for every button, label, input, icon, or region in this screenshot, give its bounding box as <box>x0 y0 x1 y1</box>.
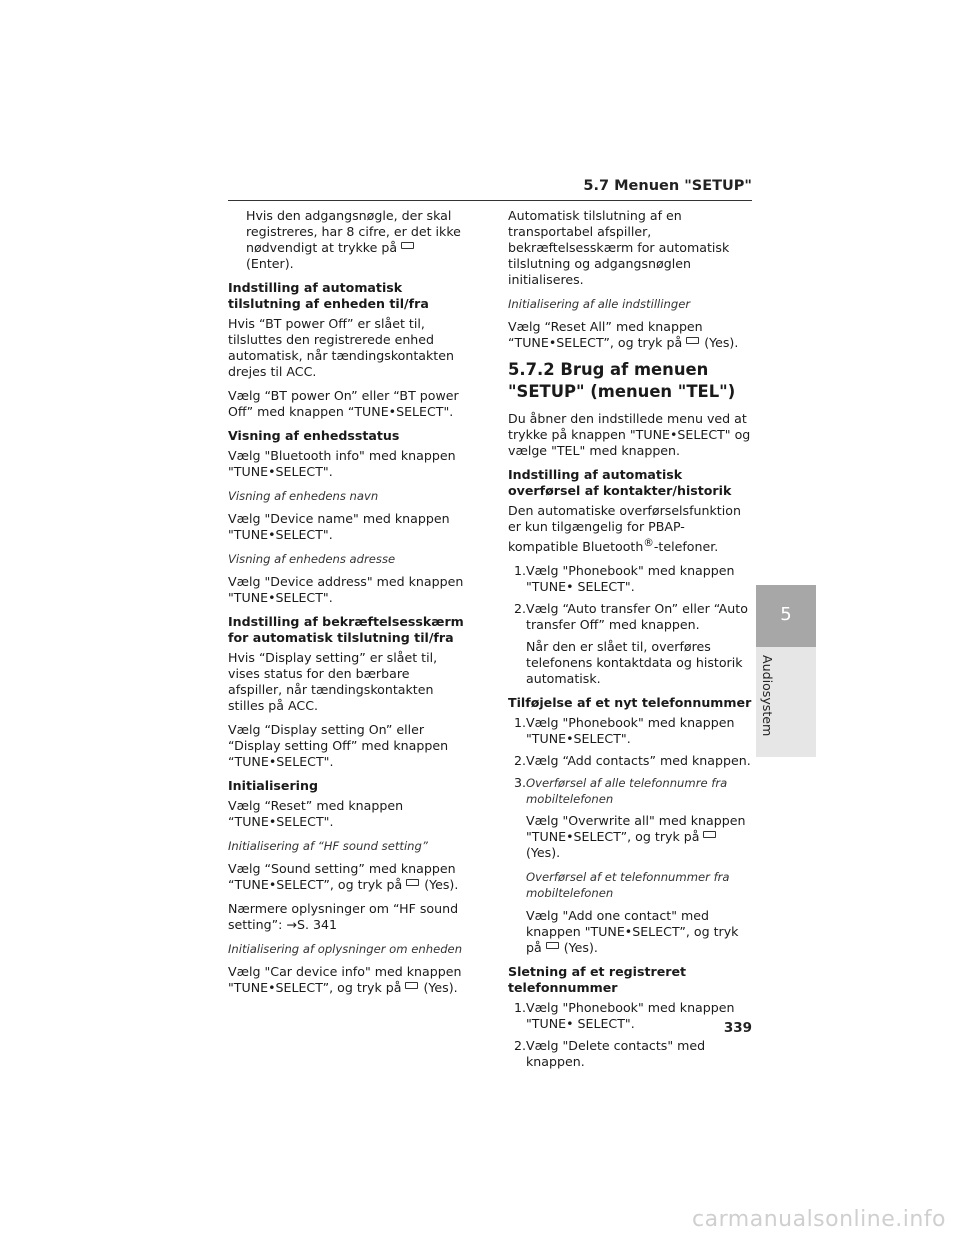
step-number: 3. <box>514 775 527 791</box>
step-text: Vælg "Phonebook" med knappen "TUNE•SELECT". <box>526 715 735 747</box>
paragraph-display-select: Vælg “Display setting On” eller “Display setting Off” med knappen “TUNE•SELECT". <box>228 722 449 769</box>
add-one-yes: (Yes). <box>563 940 598 956</box>
heading-device-status: Visning af enhedsstatus <box>228 428 400 443</box>
enter-button-icon <box>401 242 414 249</box>
transfer-text: Den automatiske overførselsfunktion er kun tilgængelig for PBAP-kompatible Bluetooth <box>508 503 741 555</box>
step-text: Vælg "Phonebook" med knappen "TUNE• SELECT". <box>526 1000 735 1032</box>
heading-add-number: Tilføjelse af et nyt telefonnummer <box>508 695 752 711</box>
section-header-title: 5.7 Menuen "SETUP" <box>583 178 752 194</box>
paragraph-device-address: Vælg "Device address" med knappen "TUNE•SELECT". <box>228 574 464 605</box>
right-column <box>508 208 752 1076</box>
overwrite-yes: (Yes). <box>526 845 561 861</box>
yes-button-icon <box>406 879 419 886</box>
paragraph-bt-power: Hvis “BT power Off” er slået til, tilsluttes den registrerede enhed automatisk, når tændingskontakten drejes til ACC. <box>228 316 454 379</box>
yes-button-icon <box>546 942 559 949</box>
heading-auto-connect: Indstilling af automatisk tilslutning af enheden til/fra <box>228 280 429 311</box>
paragraph-open-menu: Du åbner den indstillede menu ved at trykke på knappen "TUNE•SELECT" og vælge "TEL" med knappen. <box>508 411 751 458</box>
add-one-text: Vælg "Add one contact" med knappen "TUNE•SELECT”, og tryk på <box>526 908 739 956</box>
left-column <box>228 208 466 1004</box>
step-number: 2. <box>514 601 527 617</box>
step-add-phonebook <box>508 715 752 747</box>
paragraph-reset: Vælg “Reset” med knappen “TUNE•SELECT". <box>228 798 404 829</box>
step-number: 1. <box>514 1000 527 1016</box>
chapter-tab-label: Audiosystem <box>760 655 775 737</box>
subheading-hf-sound: Initialisering af “HF sound setting” <box>228 839 428 853</box>
reset-all-yes: (Yes). <box>704 335 739 350</box>
passkey-note <box>228 208 466 272</box>
step-number: 2. <box>514 753 527 769</box>
paragraph-overwrite-all <box>508 813 752 861</box>
yes-button-icon <box>703 831 716 838</box>
step-text: Overførsel af alle telefonnumre fra mobiltelefonen <box>526 776 728 807</box>
step-add-contacts <box>508 753 752 769</box>
heading-auto-transfer: Indstilling af automatisk overførsel af kontakter/historik <box>508 467 732 498</box>
step-auto-transfer <box>508 601 752 633</box>
paragraph-bt-info: Vælg "Bluetooth info" med knappen "TUNE•SELECT". <box>228 448 456 479</box>
passkey-note-text: Hvis den adgangsnøgle, der skal registreres, har 8 cifre, er det ikke nødvendigt at trykke på <box>246 208 461 255</box>
step-delete-phonebook <box>508 1000 752 1032</box>
subheading-device-address: Visning af enhedens adresse <box>228 552 396 566</box>
step-delete-contacts <box>508 1038 752 1070</box>
step-text: Vælg “Add contacts” med knappen. <box>526 753 751 769</box>
step-text: Vælg "Delete contacts" med knappen. <box>526 1038 706 1070</box>
paragraph-display-setting: Hvis “Display setting” er slået til, vises status for den bærbare afspiller, når tændingskontakten stilles på ACC. <box>228 650 438 713</box>
note-auto-transfer: Når den er slået til, overføres telefonens kontaktdata og historik automatisk. <box>526 639 743 687</box>
paragraph-bt-select: Vælg “BT power On” eller “BT power Off” med knappen “TUNE•SELECT". <box>228 388 459 419</box>
car-device-yes: (Yes). <box>423 980 458 995</box>
car-device-text: Vælg "Car device info" med knappen "TUNE•SELECT”, og tryk på <box>228 964 462 995</box>
paragraph-car-device <box>228 964 466 996</box>
reset-all-text: Vælg “Reset All” med knappen “TUNE•SELECT”, og tryk på <box>508 319 703 350</box>
paragraph-device-name: Vælg "Device name" med knappen "TUNE•SELECT". <box>228 511 450 542</box>
yes-button-icon <box>405 982 418 989</box>
subheading-all-settings: Initialisering af alle indstillinger <box>508 297 691 311</box>
subheading-device-info: Initialisering af oplysninger om enheden <box>228 942 463 956</box>
step-number: 2. <box>514 1038 527 1054</box>
registered-mark: ® <box>643 537 654 549</box>
paragraph-more-info: Nærmere oplysninger om “HF sound setting”: →S. 341 <box>228 901 459 932</box>
subheading-device-name: Visning af enhedens navn <box>228 489 379 503</box>
overwrite-text: Vælg "Overwrite all" med knappen "TUNE•SELECT”, og tryk på <box>526 813 746 845</box>
subheading-one-number: Overførsel af et telefonnummer fra mobiltelefonen <box>526 870 730 901</box>
passkey-note-enter: (Enter). <box>246 256 294 271</box>
step-transfer-all <box>508 775 752 807</box>
heading-initialization: Initialisering <box>228 778 318 793</box>
header-rule <box>228 200 752 201</box>
transfer-text-end: -telefoner. <box>653 539 719 555</box>
paragraph-transfer <box>508 503 752 555</box>
sound-setting-yes: (Yes). <box>424 877 459 892</box>
step-text: Vælg “Auto transfer On” eller “Auto transfer Off” med knappen. <box>526 601 748 633</box>
paragraph-sound-setting <box>228 861 466 893</box>
step-number: 1. <box>514 563 527 579</box>
sound-setting-text: Vælg “Sound setting” med knappen “TUNE•SELECT”, og tryk på <box>228 861 456 892</box>
chapter-tab-number: 5 <box>780 604 792 625</box>
heading-delete-number: Sletning af et registreret telefonnummer <box>508 964 687 996</box>
paragraph-reset-all <box>508 319 752 351</box>
step-number: 1. <box>514 715 527 731</box>
watermark: carmanualsonline.info <box>692 1207 946 1232</box>
yes-button-icon <box>686 337 699 344</box>
step-phonebook <box>508 563 752 595</box>
heading-confirm-screen: Indstilling af bekræftelsesskærm for automatisk tilslutning til/fra <box>228 614 464 645</box>
section-heading-tel-menu: 5.7.2 Brug af menuen "SETUP" (menuen "TEL") <box>508 360 736 401</box>
paragraph-auto-portable: Automatisk tilslutning af en transportabel afspiller, bekræftelsesskærm for automatisk tilslutning og adgangsnøglen initialiseres. <box>508 208 730 287</box>
step-text: Vælg "Phonebook" med knappen "TUNE• SELECT". <box>526 563 735 595</box>
paragraph-add-one <box>508 908 752 956</box>
page-number: 339 <box>723 1020 752 1036</box>
